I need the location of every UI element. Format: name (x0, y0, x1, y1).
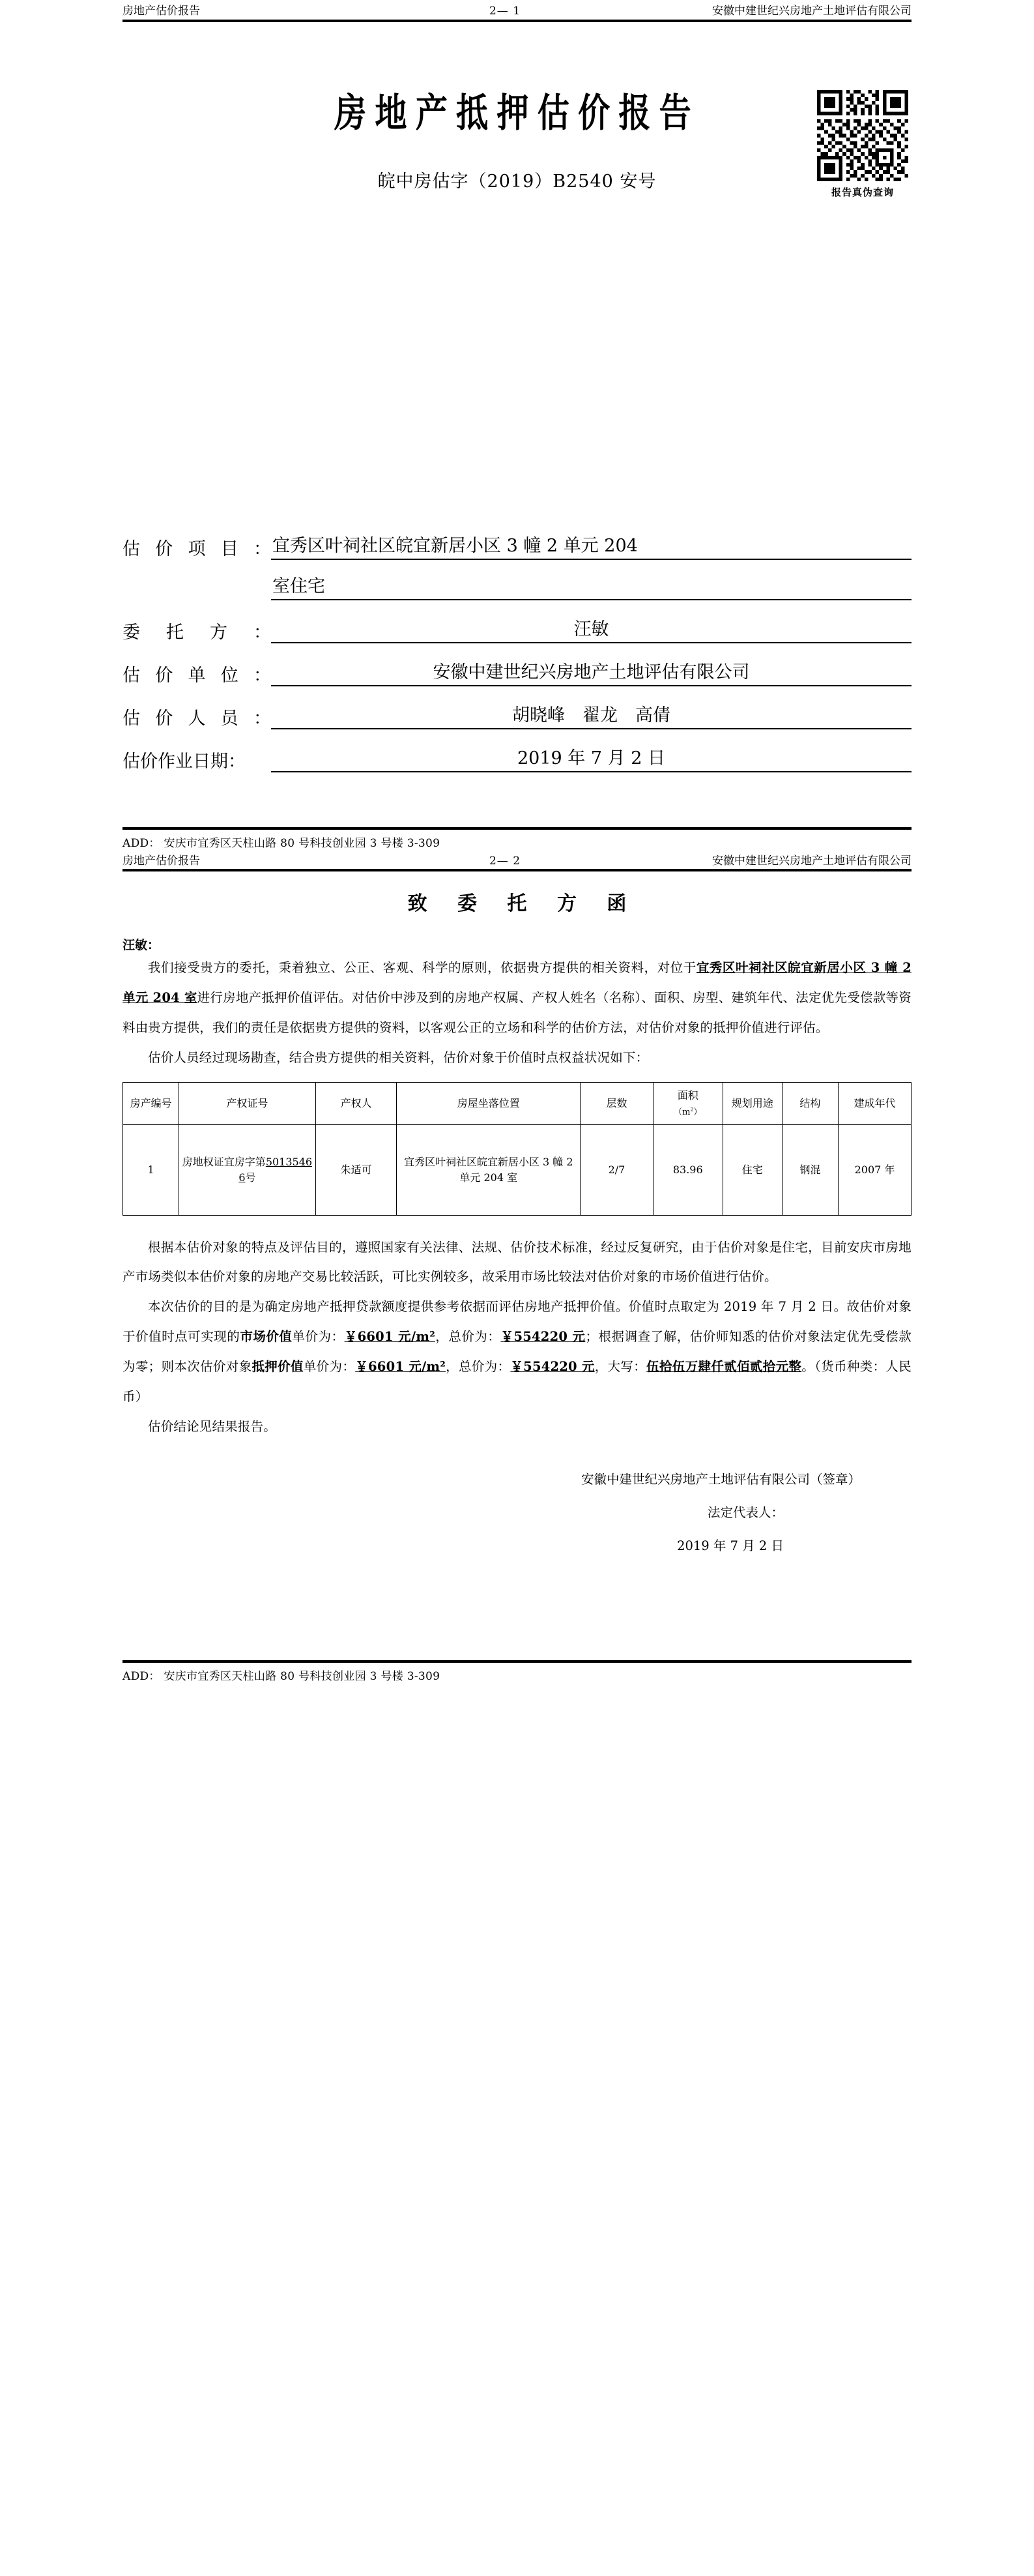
td-address: 宜秀区叶祠社区皖宜新居小区 3 幢 2 单元 204 室 (397, 1124, 581, 1215)
td-floor: 2/7 (581, 1124, 653, 1215)
signature-date: 2019 年 7 月 2 日 (677, 1538, 784, 1553)
info-value-project[interactable]: 宜秀区叶祠社区皖宜新居小区 3 幢 2 单元 204 (271, 531, 912, 560)
amount-in-words: 伍拾伍万肆仟贰佰贰拾元整 (646, 1358, 802, 1374)
info-value-client[interactable]: 汪敏 (271, 615, 912, 643)
para4-part2: 单价为： (292, 1329, 345, 1345)
td-structure: 钢混 (782, 1124, 838, 1215)
th-build-year: 建成年代 (839, 1082, 912, 1124)
info-label-appraisal-date: 估价作业日期： (122, 751, 246, 772)
para4-part8: 。（货币种类：人民币） (122, 1358, 912, 1404)
property-table-head (123, 1082, 912, 1124)
market-total-price: ￥554220 元 (500, 1329, 586, 1345)
td-owner: 朱适可 (315, 1124, 397, 1215)
cover-title: 房地产抵押估价报告 (334, 90, 700, 136)
letter-paragraph-4 (122, 1292, 912, 1411)
info-row-project-continued (122, 572, 912, 600)
th-owner: 产权人 (315, 1082, 397, 1124)
cert-prefix: 房地权证宜房字第 (182, 1155, 266, 1168)
info-row-appraisal-date (122, 744, 912, 772)
td-area: 83.96 (653, 1124, 723, 1215)
colon: ： (253, 538, 271, 559)
colon: ： (253, 708, 271, 729)
mortgage-unit-price: ￥6601 元/m² (355, 1358, 446, 1374)
letter-paragraph-5: 估价结论见结果报告。 (148, 1418, 277, 1434)
signature-block (122, 1463, 912, 1562)
address-footer-page1: ADD： 安庆市宜秀区天柱山路 80 号科技创业园 3 号楼 3-309 (122, 827, 912, 850)
th-area (653, 1082, 723, 1124)
info-label-appraisal-firm: 估 价 单 位 ： (122, 661, 271, 686)
td-property-no: 1 (123, 1124, 179, 1215)
cert-suffix: 号 (245, 1171, 256, 1184)
td-planned-use: 住宅 (723, 1124, 782, 1215)
signature-legal-rep: 法定代表人： (707, 1505, 784, 1520)
running-header-left-label: 房地产估价报告 (122, 5, 200, 18)
colon: ： (253, 622, 271, 643)
letter-salutation: 汪敏： (122, 938, 160, 953)
info-value-appraisal-date[interactable]: 2019 年 7 月 2 日 (271, 744, 912, 772)
running-header-page1 (122, 0, 912, 22)
page-number-page2: 2— 2 (489, 854, 521, 868)
property-table (122, 1082, 912, 1216)
info-value-appraisers[interactable]: 胡晓峰 翟龙 高倩 (271, 701, 912, 729)
cover-page (0, 0, 1034, 850)
cover-report-number: 皖中房估字（2019）B2540 安号 (377, 171, 657, 192)
address-footer-page2: ADD： 安庆市宜秀区天柱山路 80 号科技创业园 3 号楼 3-309 (122, 1660, 912, 1683)
market-value-label: 市场价值 (240, 1329, 293, 1345)
info-label-appraisers: 估 价 人 员 ： (122, 704, 271, 729)
th-area-label: 面积 (677, 1089, 698, 1102)
cert-number-value: 50135466 (238, 1155, 313, 1184)
para4-part3: ，总价为： (435, 1329, 501, 1345)
running-header-page2 (122, 850, 912, 872)
para1-part2: 进行房地产抵押价值评估。对估价中涉及到的房地产权属、产权人姓名（名称）、面积、房型、建筑年代、法定优先受偿款等资料由贵方提供，我们的责任是依据贵方提供的资料，以客观公正的立场和科学的估价方法，对估价对象的抵押价值进行评估。 (122, 990, 912, 1035)
signature-company: 安徽中建世纪兴房地产土地评估有限公司（签章） (581, 1472, 861, 1487)
market-unit-price: ￥6601 元/m² (344, 1329, 435, 1345)
mortgage-total-price: ￥554220 元 (510, 1358, 595, 1374)
running-header-company: 安徽中建世纪兴房地产土地评估有限公司 (711, 5, 912, 18)
letter-paragraph-1 (122, 953, 912, 1042)
cover-info-block (122, 192, 912, 772)
th-structure: 结构 (782, 1082, 838, 1124)
info-row-project (122, 531, 912, 560)
info-label-client: 委 托 方 ： (122, 618, 271, 643)
para4-part1: 本次估价的目的是为确定房地产抵押贷款额度提供参考依据而评估房地产抵押价值。价值时点取定为 2019 年 7 月 2 日。故估价对象于价值时点可实现的 (122, 1299, 912, 1345)
th-floor: 层数 (581, 1082, 653, 1124)
para4-part7: ，大写： (594, 1358, 647, 1374)
th-area-unit: $(m^2)$ (674, 1106, 702, 1117)
para4-part6: ，总价为： (445, 1358, 511, 1374)
qr-caption-label: 报告真伪查询 (831, 186, 894, 198)
td-cert-number (179, 1124, 316, 1215)
letter-title: 致 委 托 方 函 (407, 892, 639, 916)
letter-page (0, 850, 1034, 1701)
property-table-header-row (123, 1082, 912, 1124)
running-header-left-label-page2: 房地产估价报告 (122, 854, 200, 868)
para4-part4: ；根据调查了解，估价师知悉的估价对象法定优先受偿款为零；则本次估价对象 (122, 1329, 912, 1374)
info-row-client (122, 615, 912, 643)
td-build-year: 2007 年 (839, 1124, 912, 1215)
para1-subject-property: 宜秀区叶祠社区皖宜新居小区 3 幢 2 单元 204 室 (122, 960, 912, 1006)
page-number-page1: 2— 1 (489, 5, 521, 18)
letter-paragraph-2: 估价人员经过现场勘查，结合贵方提供的相关资料，估价对象于价值时点权益状况如下： (148, 1049, 649, 1065)
letter-paragraph-3: 根据本估价对象的特点及评估目的，遵照国家有关法律、法规、估价技术标准，经过反复研究，由于估价对象是住宅，目前安庆市房地产市场类似本估价对象的房地产交易比较活跃，可比实例较多，故采用市场比较法对估价对象的市场价值进行估价。 (122, 1239, 912, 1285)
th-planned-use: 规划用途 (723, 1082, 782, 1124)
para1-part1: 我们接受贵方的委托，秉着独立、公正、客观、科学的原则，依据贵方提供的相关资料，对位于 (148, 960, 697, 976)
info-value-project-line2[interactable]: 室住宅 (271, 572, 912, 600)
table-row (123, 1124, 912, 1215)
th-property-no: 房产编号 (123, 1082, 179, 1124)
para4-part5: 单价为： (303, 1358, 356, 1374)
colon: ： (253, 665, 271, 686)
th-address: 房屋坐落位置 (397, 1082, 581, 1124)
th-cert-number: 产权证号 (179, 1082, 316, 1124)
info-label-project: 估 价 项 目 ： (122, 534, 271, 560)
info-row-appraisers (122, 701, 912, 729)
mortgage-value-label: 抵押价值 (251, 1358, 304, 1374)
property-table-body (123, 1124, 912, 1215)
info-row-appraisal-firm (122, 658, 912, 686)
info-value-appraisal-firm[interactable]: 安徽中建世纪兴房地产土地评估有限公司 (271, 658, 912, 686)
running-header-company-page2: 安徽中建世纪兴房地产土地评估有限公司 (711, 854, 912, 868)
